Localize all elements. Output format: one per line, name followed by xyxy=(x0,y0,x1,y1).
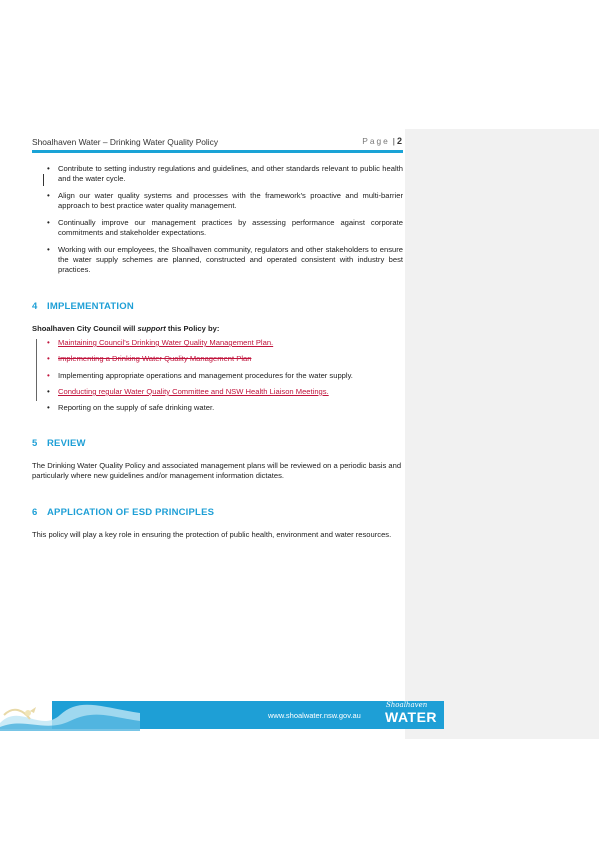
footer-url[interactable]: www.shoalwater.nsw.gov.au xyxy=(268,711,361,720)
logo-word-text: WATER xyxy=(385,709,438,725)
comment-pane-header xyxy=(405,111,599,129)
tracked-insertion[interactable]: Conducting regular Water Quality Committee and NSW Health Liaison Meetings. xyxy=(58,386,329,396)
policy-bullets xyxy=(47,164,403,282)
heading-esd: 6 APPLICATION OF ESD PRINCIPLES xyxy=(32,507,215,518)
bullet-icon: • xyxy=(47,218,50,227)
text-cursor xyxy=(43,174,44,186)
list-item[interactable]: • Working with our employees, the Shoalhaven community, regulators and other stakeholders to ensure the water supply schemes are planned, constructed and operated consistent with industry best practices. xyxy=(47,245,403,274)
heading-implementation: 4 IMPLEMENTATION xyxy=(32,301,134,312)
esd-paragraph: This policy will play a key role in ensuring the protection of public health, environment and water resources. xyxy=(32,530,392,539)
list-item[interactable]: • Align our water quality systems and processes with the framework's proactive and multi-barrier approach to best practice water quality management. xyxy=(47,191,403,210)
tracked-change-bar xyxy=(36,339,37,401)
list-item[interactable] xyxy=(47,387,403,397)
bullet-icon: • xyxy=(47,164,50,173)
wave-decoration-icon xyxy=(0,693,140,739)
bullet-icon: • xyxy=(47,403,50,413)
list-item[interactable]: • Continually improve our management practices by assessing performance against corporate commitments and stakeholder expectations. xyxy=(47,218,403,237)
page-separator: | xyxy=(392,136,395,146)
bullet-icon: • xyxy=(47,191,50,200)
list-item[interactable] xyxy=(47,354,403,364)
bullet-icon: • xyxy=(47,370,50,380)
bullet-icon: • xyxy=(47,354,50,364)
list-item[interactable]: • Reporting on the supply of safe drinking water. xyxy=(47,403,215,413)
list-item[interactable]: • Implementing appropriate operations and management procedures for the water supply. xyxy=(47,370,353,380)
logo-script-text: Shoalhaven xyxy=(386,701,428,709)
page-number xyxy=(362,136,402,146)
list-item[interactable] xyxy=(47,338,403,348)
page-header xyxy=(32,135,402,149)
heading-review: 5 REVIEW xyxy=(32,438,86,449)
bullet-icon: • xyxy=(47,245,50,254)
page-number-value: 2 xyxy=(396,136,402,146)
header-rule xyxy=(32,150,403,153)
shoalhaven-water-logo xyxy=(380,699,436,729)
tracked-deletion[interactable]: Implementing a Drinking Water Quality Management Plan xyxy=(58,354,252,364)
header-title: Shoalhaven Water – Drinking Water Quality Policy xyxy=(32,137,219,147)
tracked-insertion[interactable]: Maintaining Council's Drinking Water Quality Management Plan. xyxy=(58,338,274,347)
page-word: Page xyxy=(362,136,390,146)
bullet-icon: • xyxy=(47,338,50,347)
comment-pane xyxy=(405,111,599,739)
implementation-bullets xyxy=(47,338,403,419)
review-paragraph: The Drinking Water Quality Policy and associated management plans will be reviewed on a periodic basis and particularly where new guidelines and/or management information dictates. xyxy=(32,461,402,480)
bullet-icon: • xyxy=(47,386,50,396)
implementation-intro: Shoalhaven City Council will support this Policy by: xyxy=(32,324,220,333)
footer-banner xyxy=(0,693,444,739)
list-item[interactable]: • Contribute to setting industry regulations and guidelines, and other standards relevant to public health and the water cycle. xyxy=(47,164,403,183)
